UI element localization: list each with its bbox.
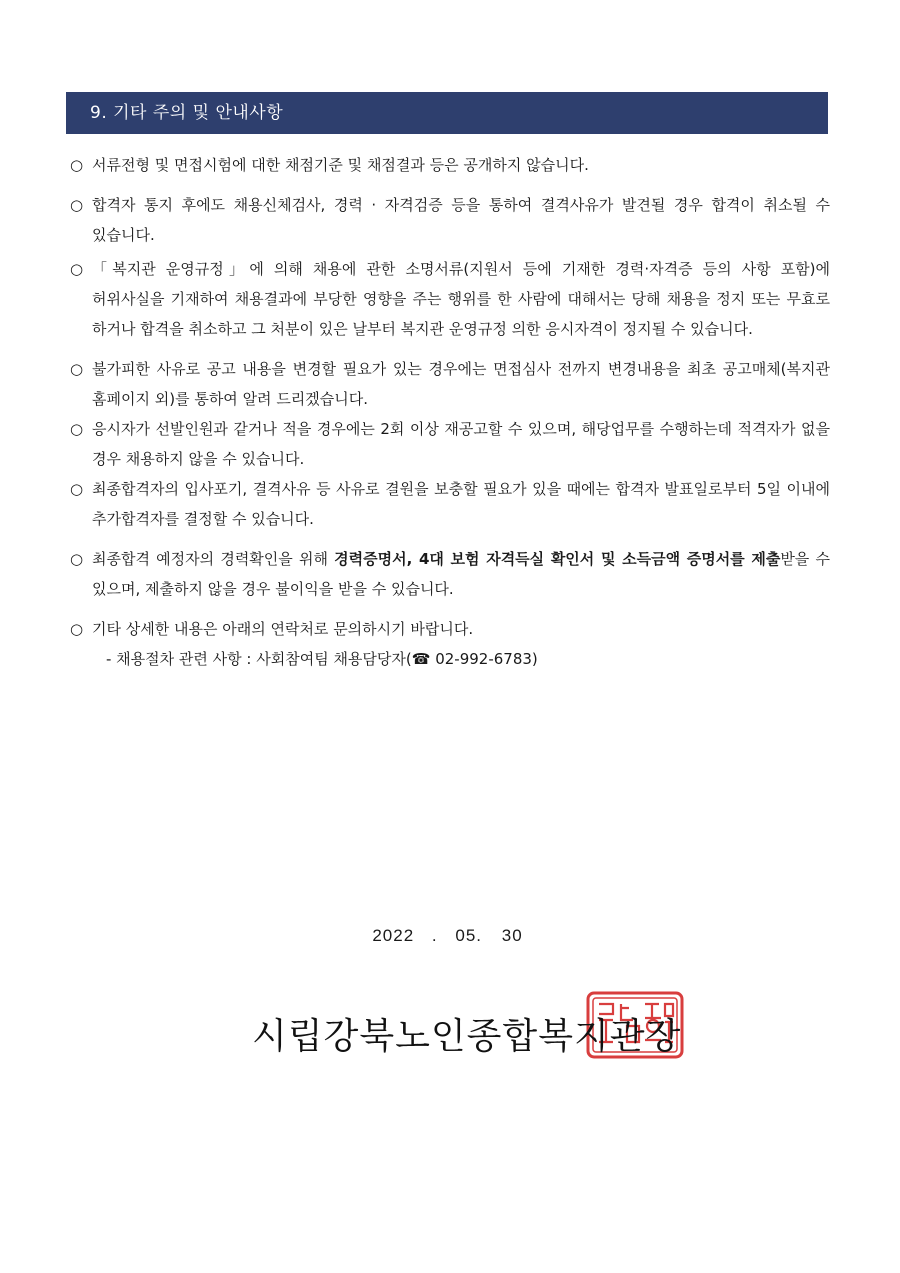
bullet-mark: ○ [70,260,84,278]
section-title: 9. 기타 주의 및 안내사항 [90,103,284,123]
item-text: 최종합격자의 입사포기, 결격사유 등 사유로 결원을 보충할 필요가 있을 때에는 합격자 발표일로부터 5일 이내에 추가합격자를 결정할 수 있습니다. [92,480,830,528]
bullet-mark: ○ [70,360,84,378]
item-text: 응시자가 선발인원과 같거나 적을 경우에는 2회 이상 재공고할 수 있으며, 해당업무를 수행하는데 적격자가 없을 경우 채용하지 않을 수 있습니다. [92,420,830,468]
item-text: 기타 상세한 내용은 아래의 연락처로 문의하시기 바랍니다. [92,620,474,638]
notice-list [70,150,830,674]
list-item [70,354,830,414]
list-item [70,544,830,604]
bullet-mark: ○ [70,620,84,638]
item-text: 불가피한 사유로 공고 내용을 변경할 필요가 있는 경우에는 면접심사 전까지 변경내용을 최초 공고매체(복지관 홈페이지 외)를 통하여 알려 드리겠습니다. [92,360,830,408]
signer-name: 시립강북노인종합복지관장 [252,1016,682,1057]
document-date [0,926,895,946]
list-item [70,614,830,644]
contact-prefix: - 채용절차 관련 사항 : 사회참여팀 채용담당자( [106,650,412,668]
item-text-before: 최종합격 예정자의 경력확인을 위해 [92,550,335,568]
date-separator: . [431,926,438,945]
section-header [66,92,828,134]
contact-line [70,644,830,674]
bullet-mark: ○ [70,480,84,498]
bullet-mark: ○ [70,156,84,174]
bullet-mark: ○ [70,420,84,438]
date-day: 30 [501,926,523,945]
bullet-mark: ○ [70,196,84,214]
contact-phone: 02-992-6783) [430,650,538,668]
list-item [70,190,830,250]
item-text-after: 받을 수 있으며, 제출하지 않을 경우 불이익을 받을 수 있습니다. [92,550,830,598]
list-item [70,414,830,474]
item-text: 합격자 통지 후에도 채용신체검사, 경력 · 자격검증 등을 통하여 결격사유가 발견될 경우 합격이 취소될 수 있습니다. [92,196,830,244]
date-year: 2022 [372,926,415,945]
required-documents: 경력증명서, 4대 보험 자격득실 확인서 및 소득금액 증명서를 제출 [334,550,781,568]
item-text: 서류전형 및 면접시험에 대한 채점기준 및 채점결과 등은 공개하지 않습니다. [92,156,589,174]
item-text: 「복지관 운영규정」에 의해 채용에 관한 소명서류(지원서 등에 기재한 경력·자격증 등의 사항 포함)에 허위사실을 기재하여 채용결과에 부당한 영향을 주는 행위를 한 사람에 대해서는 당해 채용을 정지 또는 무효로 하거나 합격을 취소하고 그 처분이 있은 날부터 복지관 운영규정 의한 응시자격이 정지될 수 있습니다. [92,260,830,338]
phone-icon: ☎ [411,650,431,668]
list-item [70,150,830,180]
bullet-mark: ○ [70,550,84,568]
list-item [70,474,830,534]
date-month: 05. [455,926,482,945]
list-item [70,254,830,344]
